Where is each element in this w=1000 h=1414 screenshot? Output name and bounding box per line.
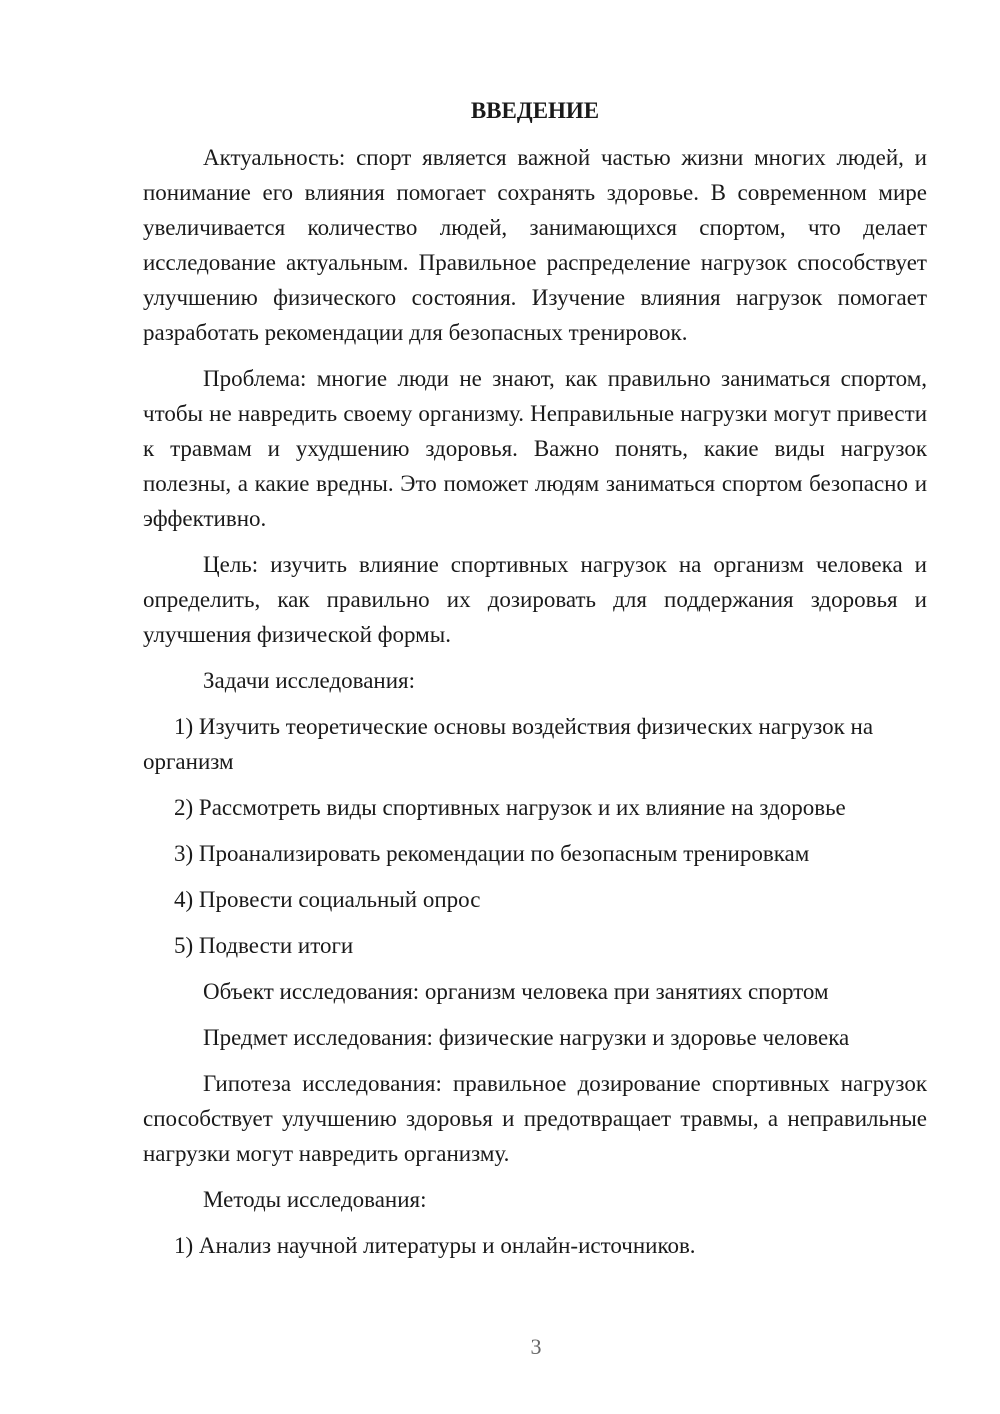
task-item-3: 3) Проанализировать рекомендации по безопасным тренировкам <box>174 841 810 866</box>
methods-heading: Методы исследования: <box>203 1187 427 1212</box>
problem-paragraph: Проблема: многие люди не знают, как правильно заниматься спортом, чтобы не навредить своему организму. Неправильные нагрузки могут привести к травмам и ухудшению здоровья. Важно понять, какие виды нагрузок полезны, а какие вредны. Это поможет людям заниматься спортом безопасно и эффективно. <box>143 366 927 531</box>
relevance-paragraph: Актуальность: спорт является важной частью жизни многих людей, и понимание его влияния помогает сохранять здоровье. В современном мире увеличивается количество людей, занимающихся спортом, что делает исследование актуальным. Правильное распределение нагрузок способствует улучшению физического состояния. Изучение влияния нагрузок помогает разработать рекомендации для безопасных тренировок. <box>143 145 927 345</box>
task-item-1: 1) Изучить теоретические основы воздействия физических нагрузок на организм <box>143 714 874 774</box>
section-title: ВВЕДЕНИЕ <box>470 98 600 123</box>
object-paragraph: Объект исследования: организм человека при занятиях спортом <box>203 979 829 1004</box>
task-item-4: 4) Провести социальный опрос <box>174 887 481 912</box>
hypothesis-paragraph: Гипотеза исследования: правильное дозирование спортивных нагрузок способствует улучшению здоровья и предотвращает травмы, а неправильные нагрузки могут навредить организму. <box>143 1071 927 1166</box>
goal-paragraph: Цель: изучить влияние спортивных нагрузок на организм человека и определить, как правильно их дозировать для поддержания здоровья и улучшения физической формы. <box>143 552 927 647</box>
task-item-5: 5) Подвести итоги <box>174 933 354 958</box>
tasks-heading: Задачи исследования: <box>203 668 416 693</box>
task-item-2: 2) Рассмотреть виды спортивных нагрузок и их влияние на здоровье <box>174 795 846 820</box>
subject-paragraph: Предмет исследования: физические нагрузки и здоровье человека <box>203 1025 850 1050</box>
method-item-1: 1) Анализ научной литературы и онлайн-источников. <box>174 1233 696 1258</box>
page-number: 3 <box>530 1334 542 1359</box>
page-content <box>143 96 927 1274</box>
